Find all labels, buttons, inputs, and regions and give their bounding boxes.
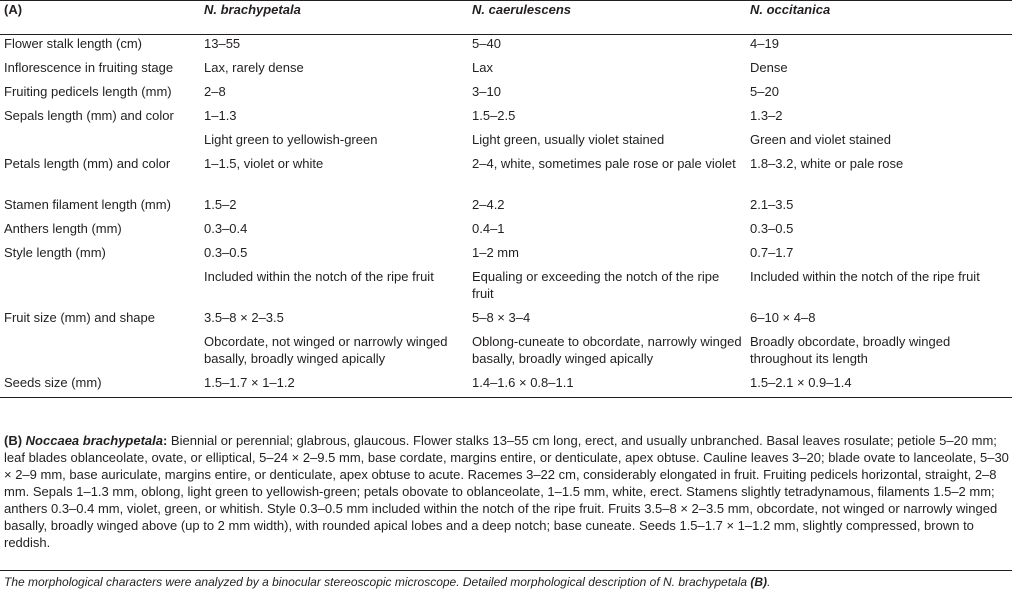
cell-caerulescens: Light green, usually violet stained bbox=[472, 131, 665, 147]
cell-caerulescens: 1–2 mm bbox=[472, 244, 519, 260]
header-n-occitanica: N. occitanica bbox=[746, 1, 1012, 35]
cell-occitanica: 1.3–2 bbox=[750, 107, 783, 123]
cell-caerulescens: 1.5–2.5 bbox=[472, 107, 516, 123]
table-row bbox=[0, 59, 1012, 83]
cell-brachypetala: 1.5–1.7 × 1–1.2 bbox=[200, 374, 468, 398]
cell-brachypetala: Included within the notch of the ripe fruit bbox=[204, 268, 434, 284]
cell-caerulescens: Oblong-cuneate to obcordate, narrowly winged basally, broadly winged apically bbox=[472, 333, 742, 366]
row-label: Style length (mm) bbox=[4, 244, 106, 260]
cell-brachypetala: Obcordate, not winged or narrowly winged basally, broadly winged apically bbox=[204, 333, 448, 366]
cell-occitanica: 1.8–3.2, white or pale rose bbox=[750, 155, 904, 171]
footnote-ref: (B) bbox=[750, 575, 768, 589]
cell-caerulescens: Equaling or exceeding the notch of the ripe fruit bbox=[472, 268, 720, 301]
cell-caerulescens: 0.4–1 bbox=[472, 220, 505, 236]
cell-brachypetala: 13–55 bbox=[204, 36, 241, 51]
cell-occitanica: 0.3–0.5 bbox=[750, 220, 794, 236]
cell-caerulescens: 5–40 bbox=[472, 36, 501, 51]
cell-caerulescens: 5–8 × 3–4 bbox=[472, 309, 531, 325]
cell-caerulescens: 3–10 bbox=[472, 83, 501, 99]
cell-brachypetala: Lax, rarely dense bbox=[204, 59, 304, 75]
cell-occitanica: Dense bbox=[750, 59, 788, 75]
row-label: Sepals length (mm) and color bbox=[4, 107, 174, 123]
species-description bbox=[0, 432, 1015, 551]
cell-caerulescens: 1.4–1.6 × 0.8–1.1 bbox=[468, 374, 746, 398]
cell-brachypetala: 0.3–0.5 bbox=[204, 244, 248, 260]
table-row bbox=[0, 131, 1012, 155]
table-row bbox=[0, 196, 1012, 220]
footer-divider bbox=[0, 570, 1012, 571]
cell-caerulescens: Lax bbox=[472, 59, 493, 75]
table-row bbox=[0, 333, 1012, 374]
footnote-end: . bbox=[767, 575, 771, 589]
cell-occitanica: Included within the notch of the ripe fruit bbox=[750, 268, 980, 284]
footnote-text: The morphological characters were analyzed by a binocular stereoscopic microscope. Detailed morphological description of N. brachypetala bbox=[4, 575, 751, 589]
table-row bbox=[0, 374, 1012, 398]
row-label: Petals length (mm) and color bbox=[4, 155, 171, 171]
cell-caerulescens: 2–4.2 bbox=[472, 196, 505, 212]
table-row bbox=[0, 309, 1012, 333]
cell-occitanica: 4–19 bbox=[750, 36, 779, 51]
cell-occitanica: 2.1–3.5 bbox=[750, 196, 794, 212]
table-row bbox=[0, 155, 1012, 196]
cell-occitanica: 5–20 bbox=[750, 83, 779, 99]
cell-caerulescens: 2–4, white, sometimes pale rose or pale violet bbox=[472, 155, 736, 171]
table-header-row bbox=[0, 1, 1012, 35]
cell-brachypetala: 1–1.5, violet or white bbox=[204, 155, 324, 171]
description-label bbox=[4, 433, 167, 448]
table-row bbox=[0, 35, 1012, 59]
cell-brachypetala: Light green to yellowish-green bbox=[204, 131, 378, 147]
header-n-caerulescens: N. caerulescens bbox=[468, 1, 746, 35]
row-label: Fruiting pedicels length (mm) bbox=[4, 83, 172, 99]
table-row bbox=[0, 83, 1012, 107]
row-label: Stamen filament length (mm) bbox=[4, 196, 171, 212]
cell-occitanica: Broadly obcordate, broadly winged throughout its length bbox=[750, 333, 951, 366]
cell-brachypetala: 1.5–2 bbox=[204, 196, 237, 212]
cell-occitanica: Green and violet stained bbox=[750, 131, 891, 147]
cell-occitanica: 6–10 × 4–8 bbox=[750, 309, 816, 325]
cell-brachypetala: 3.5–8 × 2–3.5 bbox=[204, 309, 284, 325]
row-label: Fruit size (mm) and shape bbox=[4, 309, 155, 325]
row-label bbox=[0, 268, 200, 309]
cell-brachypetala: 0.3–0.4 bbox=[204, 220, 248, 236]
table-row bbox=[0, 220, 1012, 244]
row-label: Inflorescence in fruiting stage bbox=[4, 59, 174, 75]
header-section-label: (A) bbox=[0, 1, 200, 35]
row-label bbox=[0, 131, 200, 155]
row-label: Anthers length (mm) bbox=[4, 220, 122, 236]
table-footnote bbox=[4, 575, 770, 590]
header-n-brachypetala: N. brachypetala bbox=[200, 1, 468, 35]
cell-occitanica: 0.7–1.7 bbox=[750, 244, 794, 260]
cell-brachypetala: 2–8 bbox=[204, 83, 226, 99]
cell-occitanica: 1.5–2.1 × 0.9–1.4 bbox=[746, 374, 1012, 398]
description-label-colon: : bbox=[162, 433, 168, 448]
description-species-name: Noccaea brachypetala bbox=[25, 433, 163, 448]
table-row bbox=[0, 244, 1012, 268]
description-text: Biennial or perennial; glabrous, glaucous. Flower stalks 13–55 cm long, erect, and usually unbranched. Basal leaves rosulate; petiole 5–20 mm; leaf blades oblanceolate, ovate, or elliptical, 5–24 × 2–9.5 mm, base cordate, margins entire, or denticulate, apex obtuse. Cauline leaves 3–20; blade ovate to lanceolate, 5–30 × 2–9 mm, base auriculate, margins entire, or denticulate, apex obtuse to acute. Racemes 3–22 cm, considerably elongated in fruit. Fruiting pedicels horizontal, straight, 2–8 mm. Sepals 1–1.3 mm, oblong, light green to yellowish-green; petals obovate to oblanceolate, 1–1.5 mm, white, erect. Stamens slightly tetradynamous, filaments 1.5–2 mm; anthers 0.3–0.4 mm, violet, green, or whitish. Style 0.3–0.5 mm included within the notch of the ripe fruit. Fruits 3.5–8 × 2–3.5 mm, obcordate, not winged or narrowly winged basally, broadly winged above (up to 2 mm width), with rounded apical lobes and a deep notch; base cuneate. Seeds 1.5–1.7 × 1–1.2 mm, slightly compressed, brown to reddish. bbox=[4, 433, 1009, 550]
row-label: Seeds size (mm) bbox=[0, 374, 200, 398]
cell-brachypetala: 1–1.3 bbox=[204, 107, 237, 123]
table-row bbox=[0, 107, 1012, 131]
row-label: Flower stalk length (cm) bbox=[4, 36, 142, 51]
table-row bbox=[0, 268, 1012, 309]
description-label-prefix: (B) bbox=[4, 433, 26, 448]
row-label bbox=[0, 333, 200, 374]
